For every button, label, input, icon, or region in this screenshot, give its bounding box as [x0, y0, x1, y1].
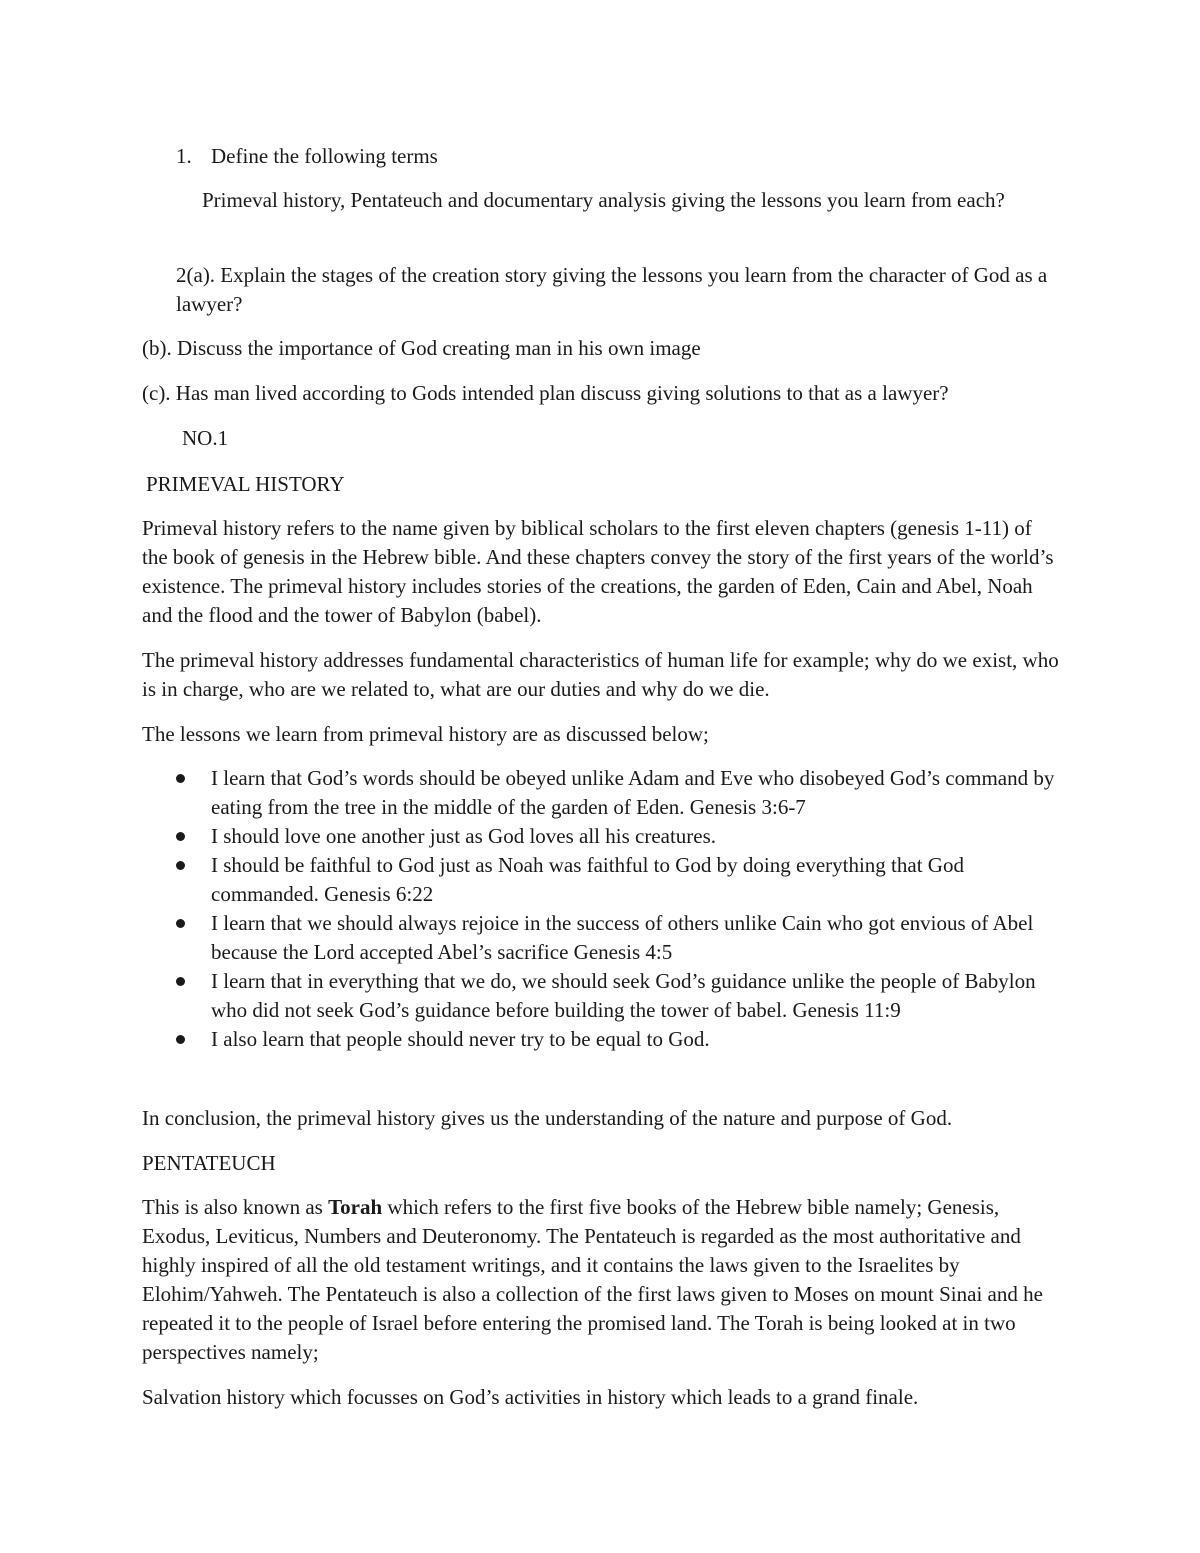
bullet-icon: [176, 919, 185, 928]
list-item: [142, 822, 1062, 851]
lesson-text: I learn that we should always rejoice in the success of others unlike Cain who got envious of Abel because the Lord accepted Abel’s sacrifice Genesis 4:5: [211, 911, 1034, 964]
primeval-paragraph-3: The lessons we learn from primeval history are as discussed below;: [142, 722, 709, 746]
torah-term: Torah: [328, 1195, 383, 1219]
question-1-number: 1.: [176, 144, 192, 168]
list-item: [142, 764, 1062, 822]
bullet-icon: [176, 774, 185, 783]
list-item: [142, 967, 1062, 1025]
lesson-text: I learn that God’s words should be obeyed unlike Adam and Eve who disobeyed God’s command by eating from the tree in the middle of the garden of Eden. Genesis 3:6-7: [211, 766, 1055, 819]
answer-number: NO.1: [182, 426, 229, 450]
list-item: [142, 1025, 1062, 1054]
lesson-text: I should love one another just as God loves all his creatures.: [211, 824, 717, 848]
pentateuch-intro-after: which refers to the first five books of the Hebrew bible namely; Genesis, Exodus, Leviticus, Numbers and Deuteronomy. The Pentateuch is regarded as the most authoritative and highly inspired of all the old testament writings, and it contains the laws given to the Israelites by Elohim/Yahweh. The Pentateuch is also a collection of the first laws given to Moses on mount Sinai and he repeated it to the people of Israel before entering the promised land. The Torah is being looked at in two perspectives namely;: [142, 1195, 1043, 1364]
primeval-conclusion: In conclusion, the primeval history gives us the understanding of the nature and purpose of God.: [142, 1106, 953, 1130]
pentateuch-intro-before: This is also known as: [142, 1195, 329, 1219]
lesson-text: I should be faithful to God just as Noah was faithful to God by doing everything that God commanded. Genesis 6:22: [211, 853, 964, 906]
salvation-history-paragraph: Salvation history which focusses on God’s activities in history which leads to a grand finale.: [142, 1385, 919, 1409]
lesson-text: I learn that in everything that we do, we should seek God’s guidance unlike the people of Babylon who did not seek God’s guidance before building the tower of babel. Genesis 11:9: [211, 969, 1036, 1022]
question-1-terms: Primeval history, Pentateuch and documentary analysis giving the lessons you learn from each?: [202, 188, 1005, 212]
question-2c: (c). Has man lived according to Gods intended plan discuss giving solutions to that as a lawyer?: [142, 381, 949, 405]
pentateuch-paragraph: [142, 1193, 1062, 1367]
primeval-heading: PRIMEVAL HISTORY: [146, 472, 345, 496]
bullet-icon: [176, 1035, 185, 1044]
question-1: [176, 142, 438, 171]
bullet-icon: [176, 977, 185, 986]
list-item: [142, 909, 1062, 967]
lesson-text: I also learn that people should never try to be equal to God.: [211, 1027, 710, 1051]
bullet-icon: [176, 861, 185, 870]
pentateuch-heading: PENTATEUCH: [142, 1151, 276, 1175]
question-2b: (b). Discuss the importance of God creating man in his own image: [142, 336, 701, 360]
primeval-paragraph-1: Primeval history refers to the name given by biblical scholars to the first eleven chapters (genesis 1-11) of the book of genesis in the Hebrew bible. And these chapters convey the story of the first years of the world’s existence. The primeval history includes stories of the creations, the garden of Eden, Cain and Abel, Noah and the flood and the tower of Babylon (babel).: [142, 516, 1054, 627]
bullet-icon: [176, 832, 185, 841]
primeval-paragraph-2: The primeval history addresses fundamental characteristics of human life for example; why do we exist, who is in charge, who are we related to, what are our duties and why do we die.: [142, 648, 1059, 701]
list-item: [142, 851, 1062, 909]
lessons-list: [142, 764, 1062, 1054]
question-2a: 2(a). Explain the stages of the creation story giving the lessons you learn from the character of God as a lawyer?: [176, 263, 1048, 316]
question-1-text: Define the following terms: [211, 144, 438, 168]
